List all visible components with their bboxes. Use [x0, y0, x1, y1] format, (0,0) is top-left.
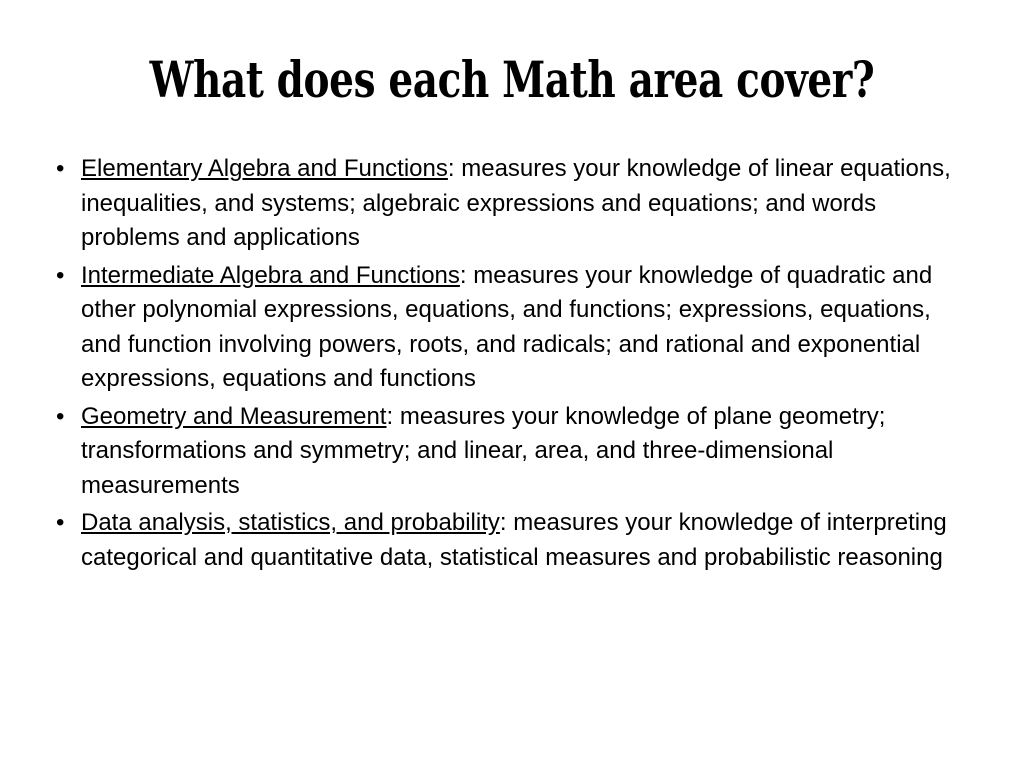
bullet-description: : measures your knowledge of linear equations, inequalities, and systems; algebraic expressions and equations; and words problems and applications — [81, 155, 951, 251]
bullet-description: : measures your knowledge of plane geometry; transformations and symmetry; and linear, area, and three-dimensional measurements — [81, 402, 886, 499]
bullet-description: : measures your knowledge of interpreting categorical and quantitative data, statistical measures and probabilistic reasoning — [81, 509, 947, 571]
bullet-description: : measures your knowledge of quadratic and other polynomial expressions, equations, and functions; expressions, equations, and function involving powers, roots, and radicals; and rational and exponential expressions, equations and functions — [81, 261, 933, 392]
bullet-term: Elementary Algebra and Functions — [81, 155, 448, 182]
bullet-term: Geometry and Measurement — [81, 402, 387, 430]
bullet-item-intermediate-algebra — [56, 259, 976, 397]
bullet-point-icon: • — [56, 155, 65, 182]
bullet-item-geometry-measurement — [56, 400, 976, 504]
bullet-term: Data analysis, statistics, and probability — [81, 509, 500, 536]
bullet-item-elementary-algebra — [56, 152, 976, 256]
bullet-point-icon: • — [56, 509, 65, 536]
bullet-point-icon: • — [56, 261, 65, 289]
bullet-list — [56, 152, 976, 578]
bullet-point-icon: • — [56, 402, 65, 430]
bullet-item-data-analysis — [56, 506, 976, 575]
slide-title: What does each Math area cover? — [149, 50, 875, 109]
bullet-term: Intermediate Algebra and Functions — [81, 261, 460, 289]
